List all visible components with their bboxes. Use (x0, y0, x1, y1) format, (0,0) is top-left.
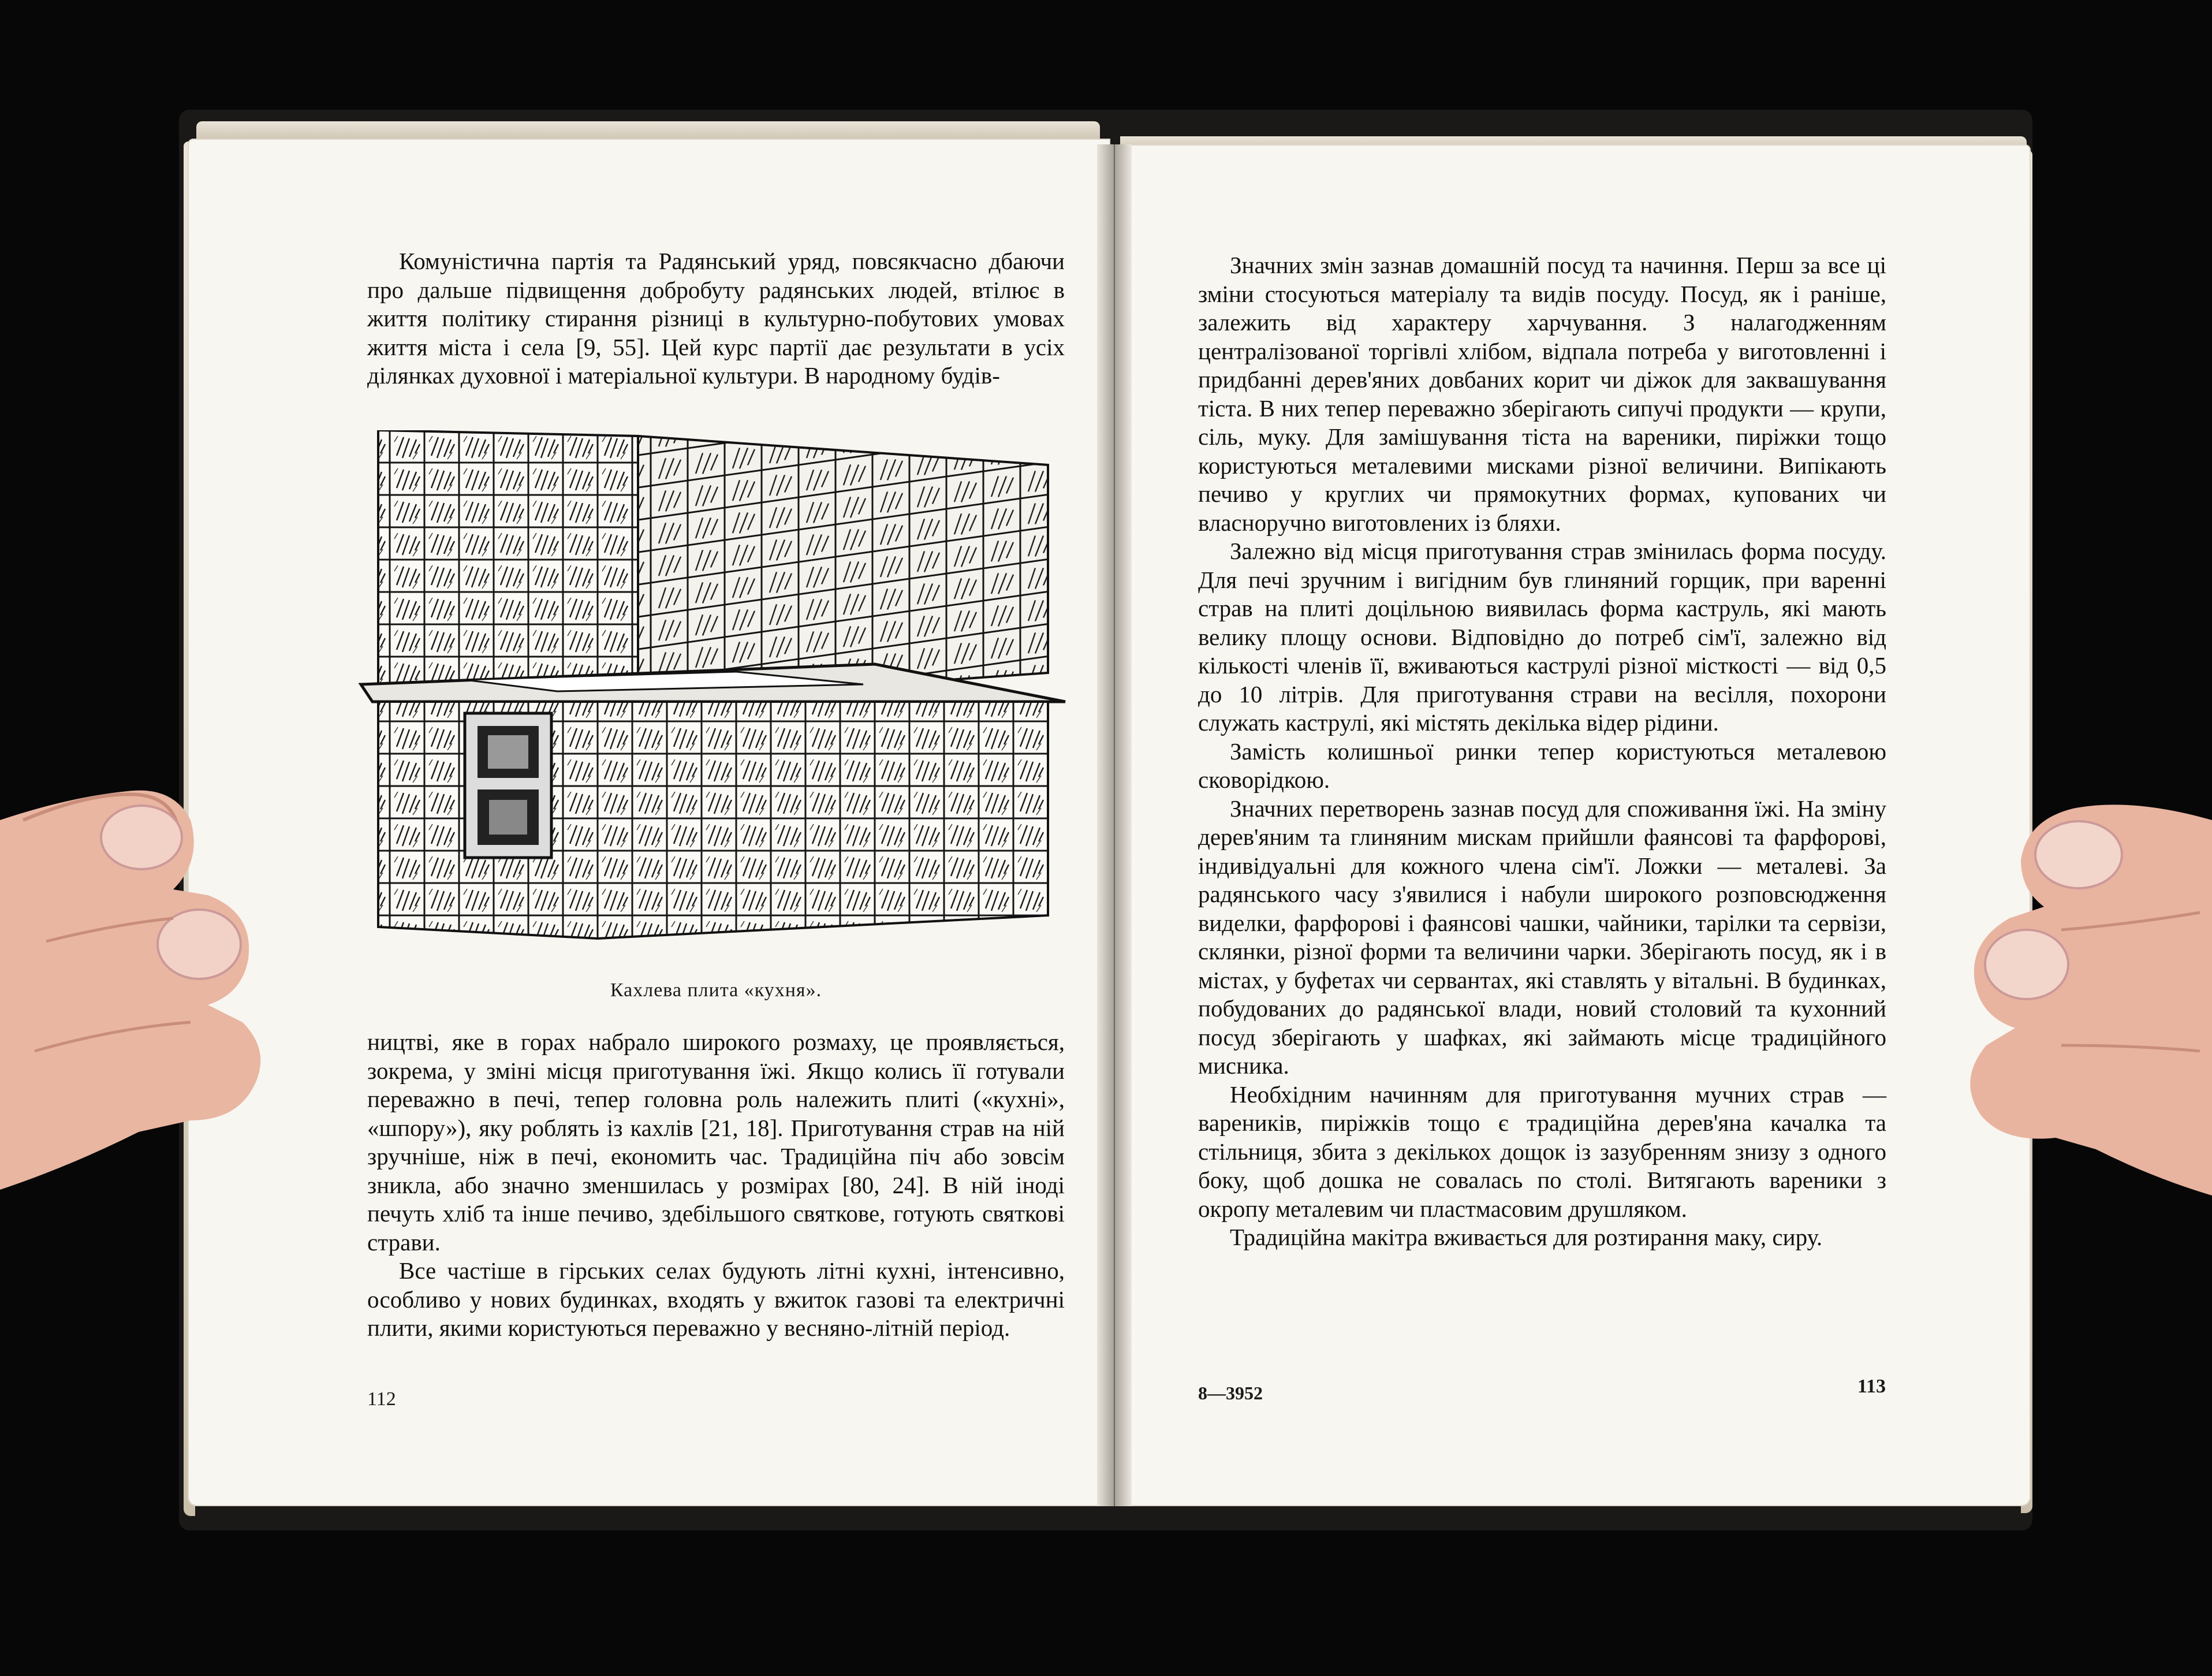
right-hand (1946, 774, 2212, 1294)
tiled-stove-illustration (355, 430, 1094, 950)
paragraph: Значних змін зазнав домашній посуд та начиння. Перш за все ці зміни стосуються матеріалу та видів посуду. Посуд, як і раніше, залежить від характеру харчування. З налагодженням централізованої торгівлі хлібом, відпала потреба у виготовленні і придбанні дерев'яних довбаних корит чи діжок для заквашування тіста. В них тепер переважно зберігають сипучі продукти — крупи, сіль, муку. Для замішування тіста на вареники, пиріжки тощо користуються металевими мисками різної величини. Випікають печиво у круглих чи прямокутних формах, купованих чи власноручно виготовлених із бляхи. (1198, 252, 1886, 536)
figure-caption: Кахлева плита «кухня». (610, 979, 822, 1001)
left-page-number: 112 (367, 1388, 396, 1410)
right-page-text (1198, 251, 1886, 1252)
paragraph: Все частіше в гірських селах будують літні кухні, інтенсивно, особливо у нових будинках, входять у вжиток газові та електричні плити, якими користуються переважно у весняно-літній період. (367, 1257, 1065, 1341)
right-page-number: 113 (1857, 1376, 1886, 1397)
left-hand (0, 751, 277, 1271)
paragraph: Замість колишньої ринки тепер користуються металевою сковорідкою. (1198, 738, 1886, 793)
left-page-text-top (367, 247, 1065, 390)
paragraph: Значних перетворень зазнав посуд для споживання їжі. На зміну дерев'яним та глиняним мискам прийшли фаянсові та фарфорові, індивідуальні для кожного члена сім'ї. Ложки — металеві. За радянського часу з'явилися і набули широкого розповсюдження виделки, фарфорові і фаянсові чашки, чайники, тарілки та сервізи, склянки, різної форми та величини чарки. Зберігають посуд, як і в містах, у буфетах чи сервантах, які ставлять у вітальні. В будинках, побудованих до радянської влади, новий столовий та кухонний посуд зберігають у шафках, які займають місце традиційного мисника. (1198, 795, 1886, 1079)
paragraph: Комуністична партія та Радянський уряд, повсякчасно дбаючи про дальше підвищення добробуту радянських людей, втілює в життя політику стирання різниці в культурно-побутових умовах життя міста і села [9, 55]. Цей курс партії дає результати в усіх ділянках духовної і матеріальної культури. В народному будів- (367, 248, 1065, 389)
book-gutter (1097, 144, 1132, 1506)
paragraph: Залежно від місця приготування страв змінилась форма посуду. Для печі зручним і вигідним був глиняний горщик, при варенні страв на плиті доцільною виявилась форма каструль, які мають велику площу основи. Відповідно до потреб сім'ї, залежно від кількості членів її, вживаються каструлі різної місткості — від 0,5 до 10 літрів. Для приготування страви на весілля, похорони служать каструлі, які містять декілька відер рідини. (1198, 538, 1886, 736)
paragraph: Традиційна макітра вживається для розтирання маку, сиру. (1230, 1224, 1823, 1250)
paragraph: ництві, яке в горах набрало широкого розмаху, це проявляється, зокрема, у зміні місця приготування їжі. Якщо колись її готували переважно в печі, тепер головна роль належить плиті («кухні», «шпору»), яку роблять із кахлів [21, 18]. Приготування страв на ній зручніше, ніж в печі, економить час. Традиційна піч або зовсім зникла, або значно зменшилась у розмірах [80, 24]. В ній іноді печуть хліб та інше печиво, здебільшого святкове, готують святкові страви. (367, 1029, 1065, 1256)
left-page-text-bottom (367, 1028, 1065, 1343)
printer-signature-mark: 8—3952 (1198, 1383, 1263, 1403)
paragraph: Необхідним начинням для приготування мучних страв — вареників, пиріжків тощо є традиційна дерев'яна качалка та стільниця, збита з декількох дощок із зазубренням знизу з одного боку, щоб дошка не совалась по столі. Витягають вареники з окропу металевим чи пластмасовим друшляком. (1198, 1081, 1886, 1222)
